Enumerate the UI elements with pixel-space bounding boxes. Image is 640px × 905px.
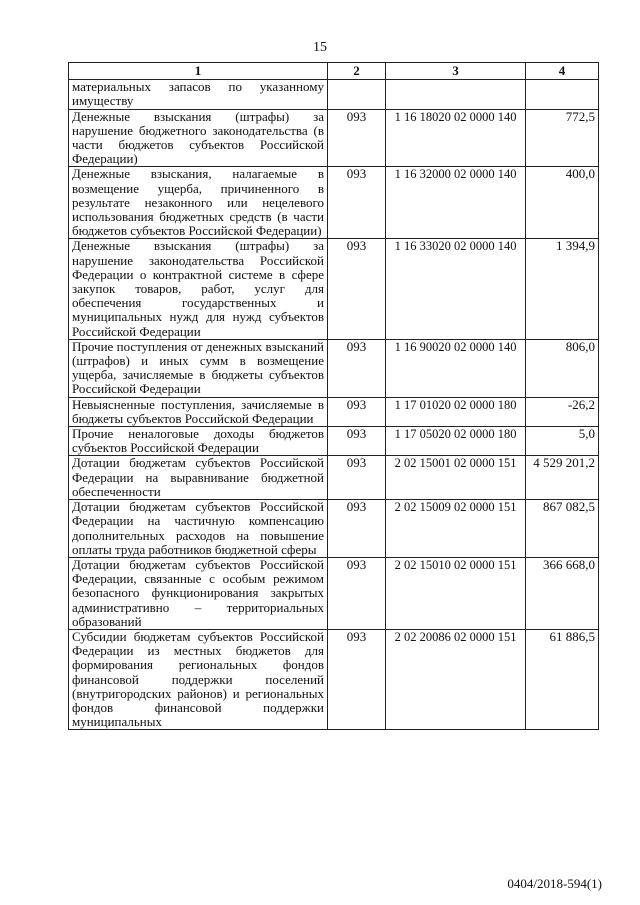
row-budget-code: 1 16 33020 02 0000 140 [386,239,526,339]
table-row [69,80,599,109]
table-row [69,239,599,339]
header-col-4: 4 [526,63,599,80]
row-budget-code: 1 16 32000 02 0000 140 [386,167,526,239]
table-row [69,629,599,729]
row-description: Прочие поступления от денежных взысканий (штрафов) и иных сумм в возмещение ущерба, зачисляемые в бюджеты субъектов Российской Федерации [69,339,328,397]
row-amount: 366 668,0 [526,557,599,629]
row-amount: 806,0 [526,339,599,397]
row-admin-code: 093 [328,109,386,167]
page-number: 15 [313,40,327,55]
row-description: Денежные взыскания (штрафы) за нарушение законодательства Российской Федерации о контрактной системе в сфере закупок товаров, работ, услуг для обеспечения государственных и муниципальных нужд для нужд субъектов Российской Федерации [69,239,328,339]
row-budget-code: 1 17 01020 02 0000 180 [386,397,526,426]
row-admin-code: 093 [328,167,386,239]
row-admin-code: 093 [328,339,386,397]
table-row [69,557,599,629]
table-header-row [69,63,599,80]
row-amount: 867 082,5 [526,500,599,558]
row-admin-code: 093 [328,500,386,558]
row-admin-code: 093 [328,456,386,500]
header-col-2: 2 [328,63,386,80]
row-admin-code: 093 [328,397,386,426]
table-row [69,339,599,397]
table-row [69,167,599,239]
table-row [69,500,599,558]
row-amount: 61 886,5 [526,629,599,729]
row-amount [526,80,599,109]
row-amount: 4 529 201,2 [526,456,599,500]
table-row [69,397,599,426]
row-budget-code [386,80,526,109]
table-body [69,80,599,730]
row-description: Дотации бюджетам субъектов Российской Федерации на частичную компенсацию дополнительных расходов на повышение оплаты труда работников бюджетной сферы [69,500,328,558]
row-amount: 772,5 [526,109,599,167]
row-budget-code: 2 02 20086 02 0000 151 [386,629,526,729]
row-description: Субсидии бюджетам субъектов Российской Федерации из местных бюджетов для формирования региональных фондов финансовой поддержки поселений (внутригородских районов) и региональных фондов финансовой поддержки муниципальных [69,629,328,729]
row-description: Невыясненные поступления, зачисляемые в бюджеты субъектов Российской Федерации [69,397,328,426]
row-amount: -26,2 [526,397,599,426]
row-description: Дотации бюджетам субъектов Российской Федерации на выравнивание бюджетной обеспеченности [69,456,328,500]
row-admin-code: 093 [328,557,386,629]
document-registration-number: 0404/2018-594(1) [507,876,602,891]
row-budget-code: 1 16 18020 02 0000 140 [386,109,526,167]
table-row [69,456,599,500]
row-description: Прочие неналоговые доходы бюджетов субъектов Российской Федерации [69,427,328,456]
revenue-table [68,62,599,730]
table-row [69,427,599,456]
row-budget-code: 2 02 15001 02 0000 151 [386,456,526,500]
row-description: Денежные взыскания, налагаемые в возмещение ущерба, причиненного в результате незаконного или нецелевого использования бюджетных средств (в части бюджетов субъектов Российской Федерации) [69,167,328,239]
row-admin-code: 093 [328,427,386,456]
row-amount: 400,0 [526,167,599,239]
row-description: Денежные взыскания (штрафы) за нарушение бюджетного законодательства (в части бюджетов субъектов Российской Федерации) [69,109,328,167]
row-budget-code: 2 02 15010 02 0000 151 [386,557,526,629]
row-description: Дотации бюджетам субъектов Российской Федерации, связанные с особым режимом безопасного функционирования закрытых административно – территориальных образований [69,557,328,629]
row-budget-code: 2 02 15009 02 0000 151 [386,500,526,558]
header-col-3: 3 [386,63,526,80]
row-admin-code [328,80,386,109]
row-admin-code: 093 [328,239,386,339]
row-description: материальных запасов по указанному имуществу [69,80,328,109]
table-row [69,109,599,167]
row-amount: 5,0 [526,427,599,456]
row-admin-code: 093 [328,629,386,729]
row-budget-code: 1 16 90020 02 0000 140 [386,339,526,397]
row-budget-code: 1 17 05020 02 0000 180 [386,427,526,456]
header-col-1: 1 [69,63,328,80]
row-amount: 1 394,9 [526,239,599,339]
